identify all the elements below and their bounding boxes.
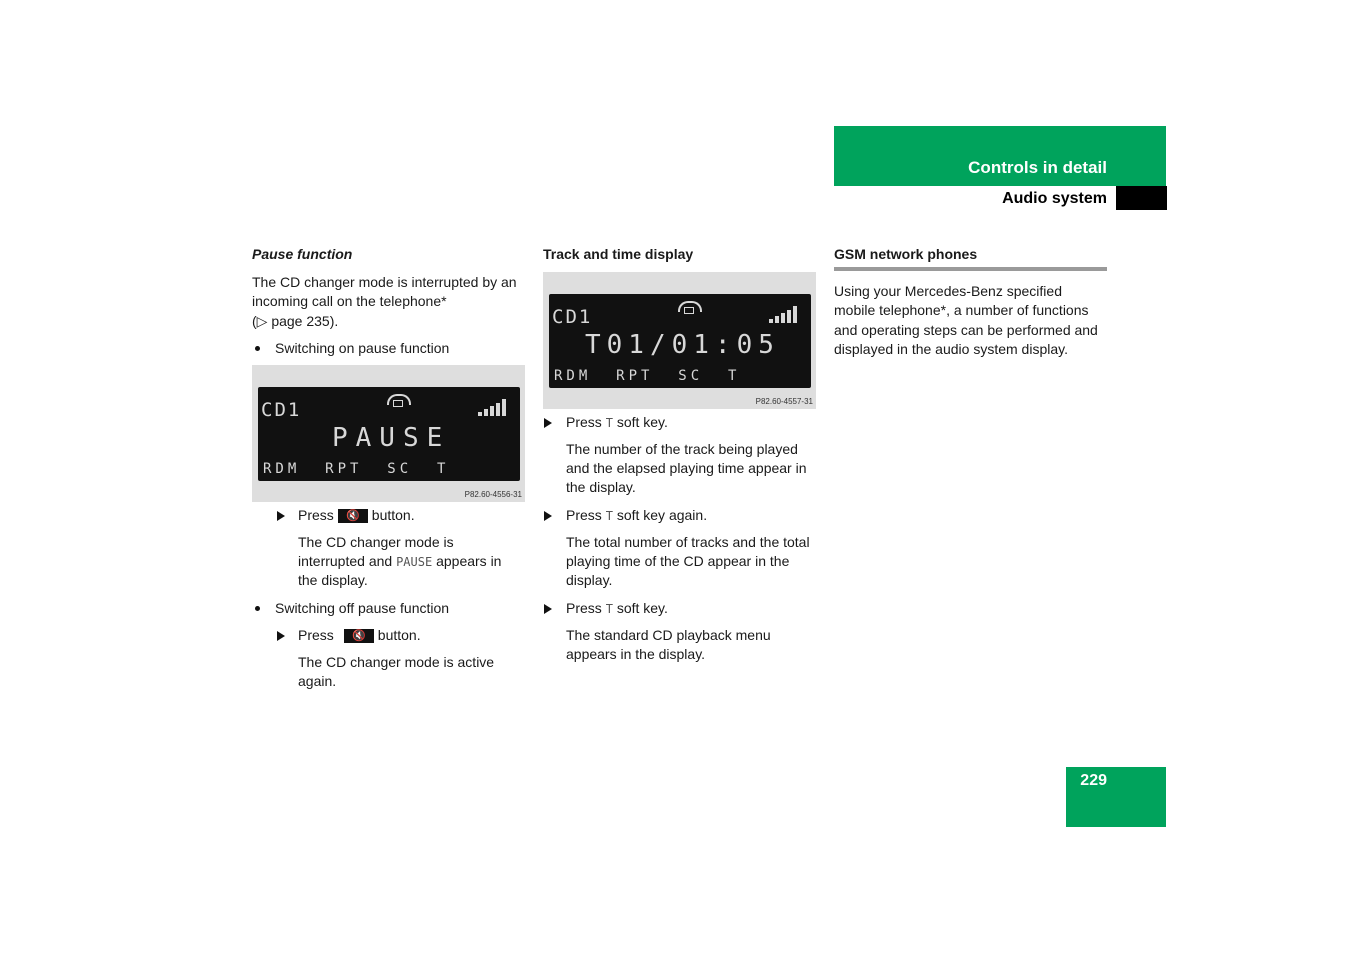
step-press-t-third: Press T soft key. bbox=[566, 600, 668, 616]
step-arrow-icon bbox=[544, 604, 552, 614]
pause-display-figure bbox=[252, 365, 525, 502]
header-marker bbox=[1116, 186, 1167, 210]
col1-intro-line1: The CD changer mode is interrupted by an bbox=[252, 274, 517, 290]
result-line: appears in the display. bbox=[566, 646, 706, 662]
step-press-mute: Press 🔇 button. bbox=[298, 507, 415, 523]
result-line: and the elapsed playing time appear in bbox=[566, 460, 807, 476]
page-number: 229 bbox=[1080, 772, 1107, 789]
track-time-heading: Track and time display bbox=[543, 246, 694, 262]
result-line: The CD changer mode is active bbox=[298, 654, 495, 670]
result-line: The standard CD playback menu bbox=[566, 627, 771, 643]
result-line: the display. bbox=[566, 479, 636, 495]
step-press-t-again: Press T soft key again. bbox=[566, 507, 708, 523]
lcd-cd-label: CD1 bbox=[552, 306, 593, 328]
step-press-mute-again: Press 🔇 button. bbox=[298, 627, 421, 643]
bullet-switch-off: Switching off pause function bbox=[275, 600, 450, 616]
step-arrow-icon bbox=[277, 631, 285, 641]
step-arrow-icon bbox=[544, 511, 552, 521]
signal-strength-icon bbox=[478, 396, 506, 416]
figure-caption: P82.60-4557-31 bbox=[755, 397, 813, 406]
figure-caption: P82.60-4556-31 bbox=[464, 490, 522, 499]
lcd-softkey-row: RDM RPT SC T bbox=[263, 461, 450, 477]
bullet-icon bbox=[255, 346, 260, 351]
lcd-screen bbox=[549, 294, 811, 388]
subsection-title: Audio system bbox=[1002, 190, 1107, 207]
result-line: The CD changer mode is bbox=[298, 534, 454, 550]
lcd-screen bbox=[258, 387, 520, 481]
phone-icon bbox=[387, 394, 411, 405]
col1-intro-line2: incoming call on the telephone* bbox=[252, 293, 447, 309]
t-softkey[interactable]: T bbox=[605, 509, 613, 523]
result-line: playing time of the CD appear in the bbox=[566, 553, 790, 569]
result-line: again. bbox=[298, 673, 337, 689]
result-line: The number of the track being played bbox=[566, 441, 798, 457]
lcd-main-text: PAUSE bbox=[332, 423, 451, 453]
phone-icon bbox=[678, 301, 702, 312]
heading-rule bbox=[834, 267, 1107, 271]
signal-strength-icon bbox=[769, 303, 797, 323]
bullet-icon bbox=[255, 606, 260, 611]
result-line: the display. bbox=[298, 572, 368, 588]
mute-icon[interactable]: 🔇 bbox=[338, 509, 368, 523]
pause-display-text: PAUSE bbox=[396, 555, 433, 569]
gsm-text-line: and operating steps can be performed and bbox=[834, 322, 1098, 338]
bullet-switch-on: Switching on pause function bbox=[275, 340, 450, 356]
mute-icon[interactable]: 🔇 bbox=[344, 629, 374, 643]
track-time-figure bbox=[543, 272, 816, 409]
lcd-cd-label: CD1 bbox=[261, 399, 302, 421]
result-line: The total number of tracks and the total bbox=[566, 534, 810, 550]
step-arrow-icon bbox=[277, 511, 285, 521]
gsm-text-line: displayed in the audio system display. bbox=[834, 341, 1068, 357]
step-press-t: Press T soft key. bbox=[566, 414, 668, 430]
lcd-main-text: T01/01:05 bbox=[585, 330, 780, 360]
page-reference-link[interactable]: (▷ page 235). bbox=[252, 313, 339, 329]
gsm-heading: GSM network phones bbox=[834, 246, 978, 262]
result-line: interrupted and PAUSE appears in bbox=[298, 553, 502, 569]
lcd-softkey-row: RDM RPT SC T bbox=[554, 368, 741, 384]
t-softkey[interactable]: T bbox=[605, 416, 613, 430]
result-line: display. bbox=[566, 572, 613, 588]
step-arrow-icon bbox=[544, 418, 552, 428]
gsm-text-line: mobile telephone*, a number of functions bbox=[834, 302, 1089, 318]
gsm-text-line: Using your Mercedes-Benz specified bbox=[834, 283, 1062, 299]
section-title: Controls in detail bbox=[968, 158, 1107, 177]
t-softkey[interactable]: T bbox=[605, 602, 613, 616]
pause-function-heading: Pause function bbox=[252, 246, 353, 262]
